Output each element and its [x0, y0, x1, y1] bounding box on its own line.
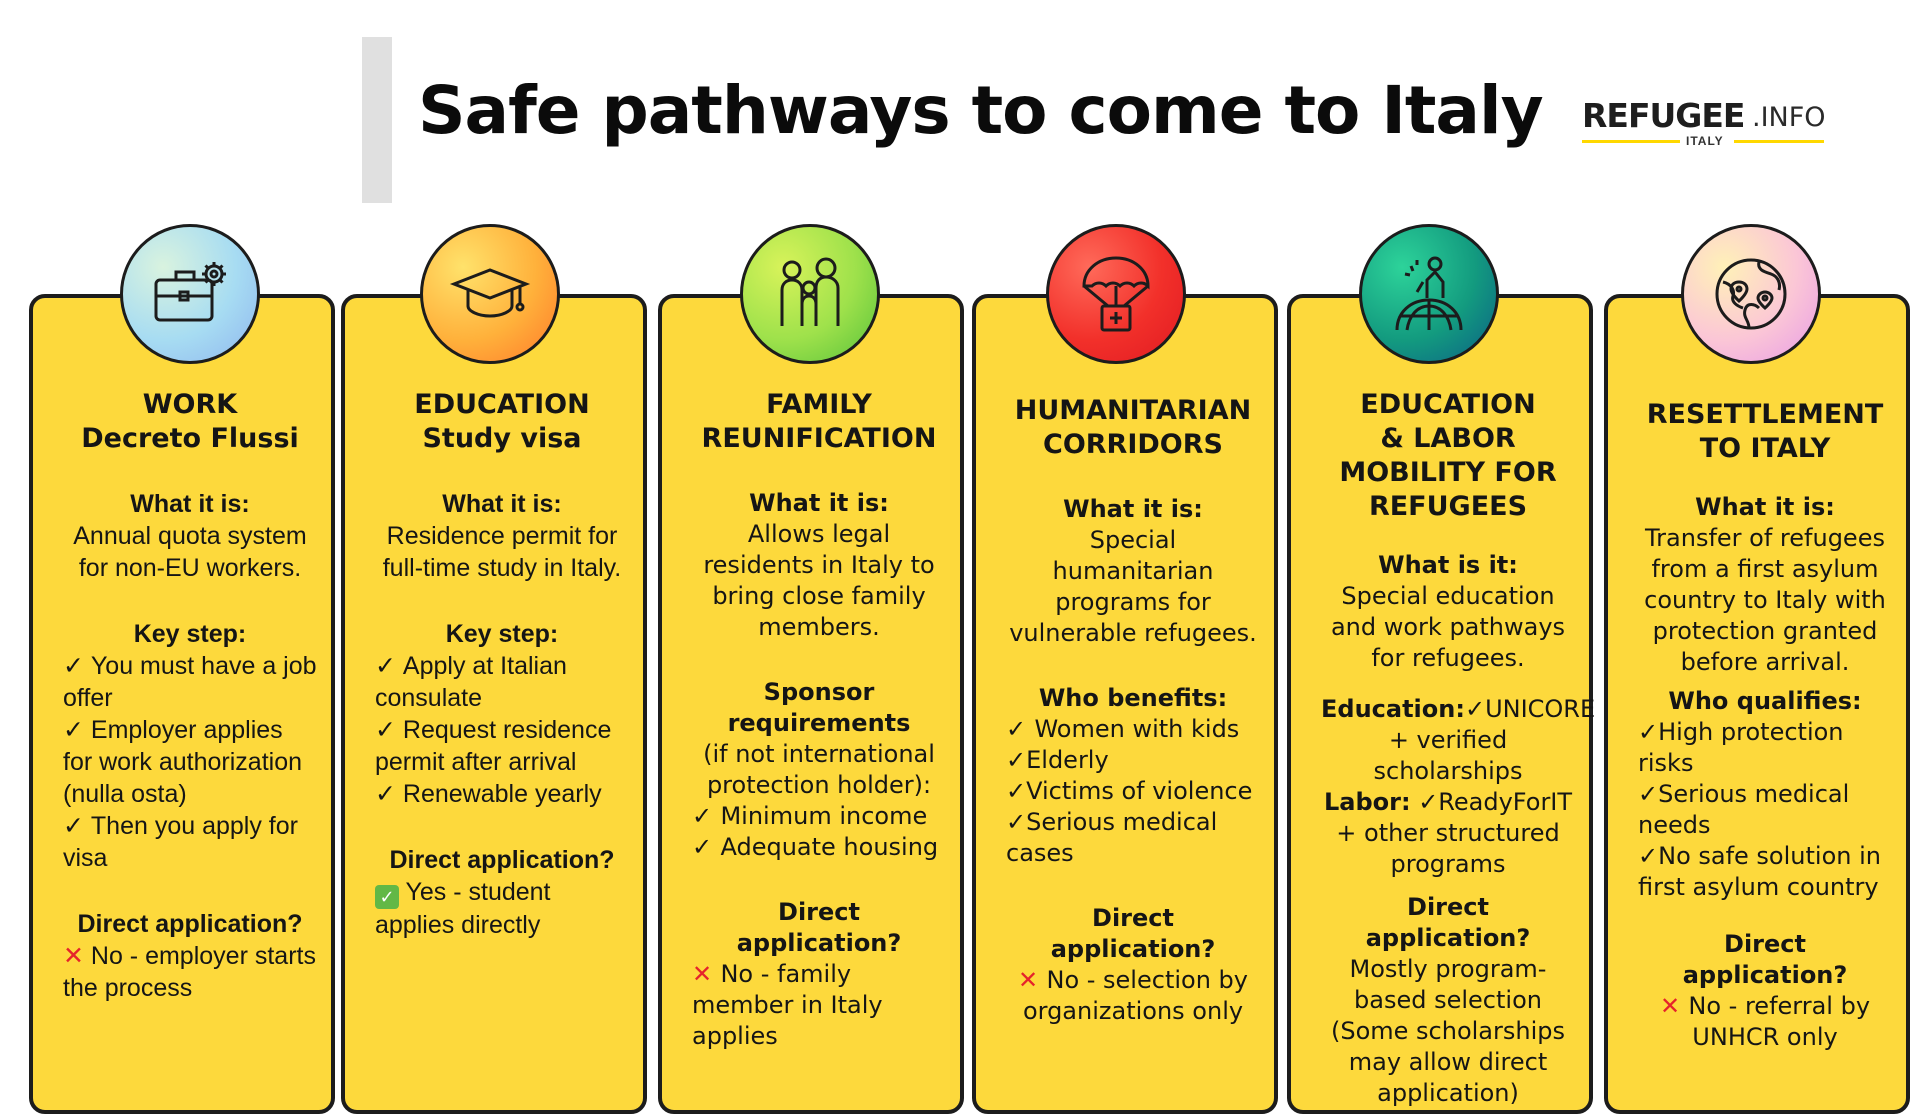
list-item: ✓High protection risks [1638, 718, 1844, 777]
who-benefits-label: Who benefits: [1038, 684, 1228, 712]
what-text: Special humanitarian programs for vulnerable refugees. [1009, 526, 1257, 647]
graduation-cap-icon [420, 224, 560, 364]
card-education [341, 294, 647, 1114]
title-accent-bar [362, 37, 392, 203]
check-icon: ✓ [1638, 780, 1659, 808]
sponsor-note: (if not international protection holder): [703, 740, 935, 799]
check-icon: ✓ [692, 833, 721, 861]
direct-application-label: Direct application? [1682, 930, 1848, 989]
card-family-reunification [658, 294, 964, 1114]
sponsor-label: Sponsor [763, 678, 875, 706]
direct-application-answer: ✕ No - family member in Italy applies [692, 960, 883, 1050]
list-item: ✓Serious medical needs [1638, 780, 1850, 839]
check-icon: ✓ [1006, 746, 1027, 774]
education-pathway: Education:✓UNICORE + verified scholarships [1321, 695, 1596, 785]
card-resettlement-content [1638, 398, 1892, 1053]
what-label: What it is: [442, 490, 562, 518]
card-work-content [63, 388, 317, 1004]
what-label: What it is: [1695, 493, 1835, 521]
direct-application-answer: Mostly program-based selection (Some scholarships may allow direct application) [1330, 955, 1565, 1107]
direct-application-answer: ✕ No - employer starts the process [63, 942, 316, 1002]
direct-application-answer: ✕ No - referral by UNHCR only [1659, 992, 1871, 1051]
what-label: What it is: [1063, 495, 1203, 523]
direct-application-label: Direct application? [1365, 893, 1531, 952]
direct-application-label: Direct application? [1050, 904, 1216, 963]
what-text: Special education and work pathways for refugees. [1330, 582, 1566, 672]
what-label: What is it: [1378, 551, 1518, 579]
check-icon: ✓ [63, 652, 91, 680]
check-icon: ✓ [1006, 715, 1035, 743]
what-label: What it is: [130, 490, 250, 518]
check-icon: ✓ [1006, 777, 1027, 805]
card-education-labor-content [1321, 388, 1596, 1109]
card-heading: WORK Decreto Flussi [81, 389, 299, 454]
list-item: ✓ Renewable yearly [375, 780, 602, 808]
card-humanitarian-corridors [972, 294, 1278, 1114]
card-humanitarian-content [1006, 394, 1260, 1027]
direct-application-answer: ✕ No - selection by organizations only [1018, 966, 1248, 1025]
who-qualifies-label: Who qualifies: [1668, 687, 1862, 715]
page-title: Safe pathways to come to Italy [418, 72, 1543, 149]
check-icon: ✓ [63, 812, 91, 840]
direct-application-answer: ✓ Yes - student applies directly [375, 878, 551, 939]
logo-dot-text: .INFO [1752, 102, 1826, 133]
list-item: ✓ Adequate housing [692, 833, 939, 861]
check-icon: ✓ [1464, 695, 1486, 723]
logo-main-text: REFUGEE [1582, 96, 1745, 135]
list-item: ✓ Employer applies for work authorization (nulla osta) [63, 716, 303, 808]
world-map-pins-icon [1681, 224, 1821, 364]
list-item: ✓No safe solution in first asylum country [1638, 842, 1881, 901]
cross-icon: ✕ [692, 960, 721, 988]
family-icon [740, 224, 880, 364]
card-resettlement [1604, 294, 1910, 1114]
key-step-label: Key step: [133, 620, 247, 648]
check-icon: ✓ [375, 652, 403, 680]
what-text: Residence permit for full-time study in Italy. [382, 522, 622, 582]
check-box-icon: ✓ [375, 885, 399, 909]
direct-application-label: Direct application? [389, 846, 615, 874]
briefcase-gear-icon [120, 224, 260, 364]
card-work [29, 294, 335, 1114]
check-icon: ✓ [1418, 788, 1439, 816]
list-item: ✓ Women with kids [1006, 715, 1240, 743]
cross-icon: ✕ [1659, 992, 1689, 1020]
logo-underline-left [1582, 140, 1680, 143]
check-icon: ✓ [1638, 718, 1659, 746]
list-item: ✓ You must have a job offer [63, 652, 317, 712]
check-icon: ✓ [1006, 808, 1027, 836]
list-item: ✓ Apply at Italian consulate [375, 652, 567, 712]
list-item: ✓ Request residence permit after arrival [375, 716, 612, 776]
list-item: ✓Serious medical cases [1006, 808, 1218, 867]
check-icon: ✓ [375, 716, 403, 744]
parachute-aid-icon [1046, 224, 1186, 364]
card-family-content [692, 388, 946, 1052]
what-text: Allows legal residents in Italy to bring close family members. [703, 520, 935, 641]
check-icon: ✓ [1638, 842, 1659, 870]
cross-icon: ✕ [63, 942, 91, 970]
check-icon: ✓ [375, 780, 403, 808]
logo-sub-text: ITALY [1686, 134, 1724, 148]
card-heading: EDUCATION Study visa [414, 389, 590, 454]
cross-icon: ✕ [1018, 966, 1047, 994]
direct-application-label: Direct application? [736, 898, 902, 957]
labor-pathway: Labor: ✓ReadyForIT + other structured programs [1323, 788, 1573, 878]
list-item: ✓Elderly [1006, 746, 1109, 774]
card-heading: EDUCATION & LABOR MOBILITY FOR REFUGEES [1339, 389, 1557, 522]
what-text: Annual quota system for non-EU workers. [73, 522, 307, 582]
key-step-label: Key step: [445, 620, 559, 648]
sponsor-label: requirements [727, 709, 911, 737]
what-text: Transfer of refugees from a first asylum country to Italy with protection granted before arrival. [1644, 524, 1886, 676]
refugee-info-logo [1582, 96, 1824, 148]
card-education-content [375, 388, 629, 941]
check-icon: ✓ [63, 716, 91, 744]
list-item: ✓Victims of violence [1006, 777, 1253, 805]
card-heading: RESETTLEMENT TO ITALY [1646, 399, 1884, 464]
card-education-labor-mobility [1287, 294, 1596, 1114]
list-item: ✓ Minimum income [692, 802, 928, 830]
card-heading: HUMANITARIAN CORRIDORS [1014, 395, 1252, 460]
check-icon: ✓ [692, 802, 721, 830]
card-heading: FAMILY REUNIFICATION [701, 389, 937, 454]
globe-person-icon [1359, 224, 1499, 364]
direct-application-label: Direct application? [77, 910, 303, 938]
logo-underline-right [1734, 140, 1824, 143]
what-label: What it is: [749, 489, 889, 517]
list-item: ✓ Then you apply for visa [63, 812, 298, 872]
